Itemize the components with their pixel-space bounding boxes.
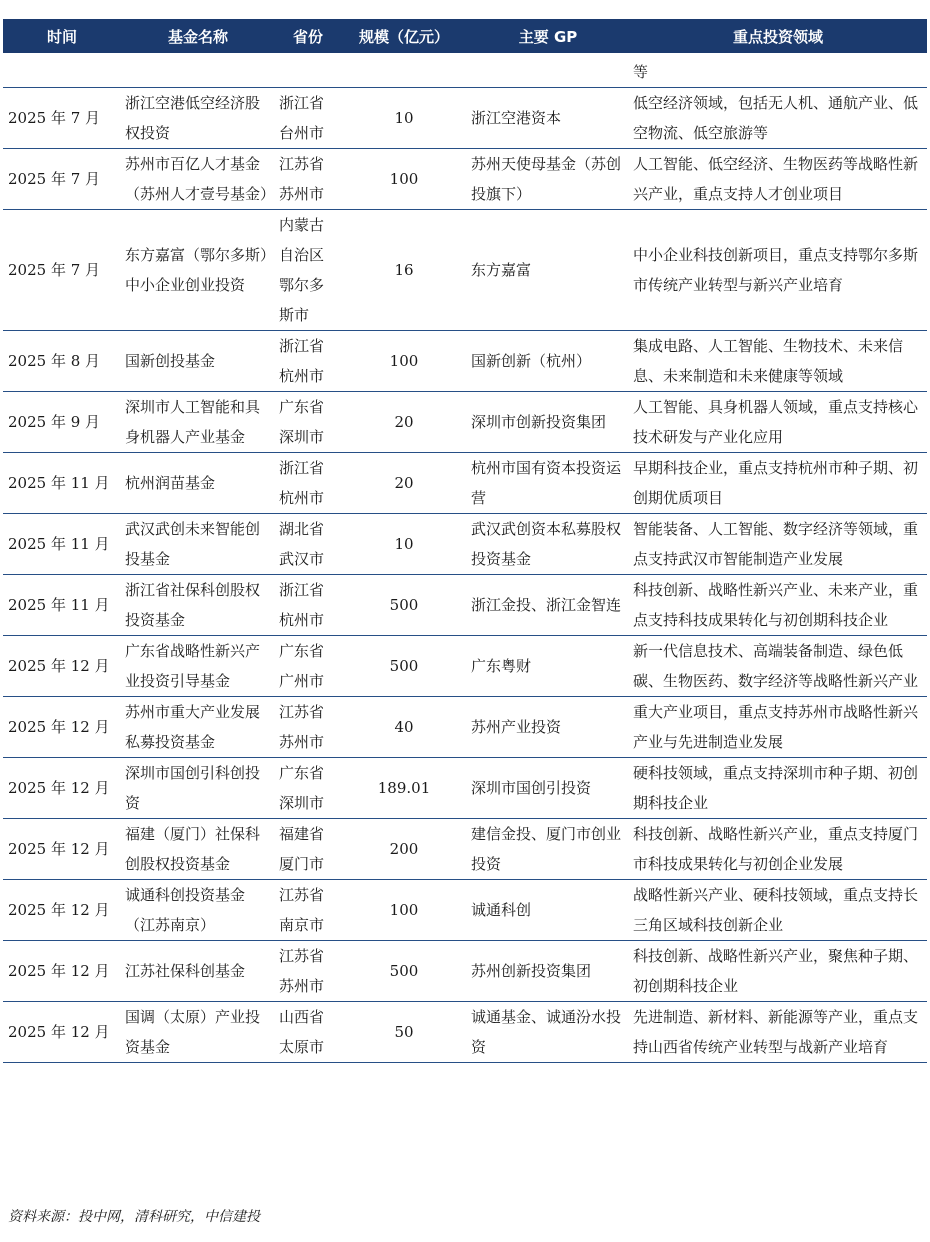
cell-scale: 20 — [341, 392, 467, 453]
cell-fund-name: 杭州润苗基金 — [121, 453, 275, 514]
cell-field: 科技创新、战略性新兴产业，重点支持厦门市科技成果转化与初创企业发展 — [629, 819, 927, 880]
cell-field: 硬科技领域，重点支持深圳市种子期、初创期科技企业 — [629, 758, 927, 819]
cell-scale: 50 — [341, 1002, 467, 1063]
table-row — [3, 575, 927, 636]
cell-field: 人工智能、具身机器人领域，重点支持核心技术研发与产业化应用 — [629, 392, 927, 453]
cell-province: 山西省太原市 — [275, 1002, 341, 1063]
cell-scale: 10 — [341, 88, 467, 149]
cell-fund-name: 武汉武创未来智能创投基金 — [121, 514, 275, 575]
cell-field: 新一代信息技术、高端装备制造、绿色低碳、生物医药、数字经济等战略性新兴产业 — [629, 636, 927, 697]
cell-gp: 武汉武创资本私募股权投资基金 — [467, 514, 629, 575]
table-row — [3, 88, 927, 149]
cell-fund-name: 浙江空港低空经济股权投资 — [121, 88, 275, 149]
cell-scale: 500 — [341, 636, 467, 697]
table-row — [3, 1002, 927, 1063]
cell-scale: 500 — [341, 941, 467, 1002]
cell-time: 2025 年 8 月 — [3, 331, 121, 392]
cell-field: 集成电路、人工智能、生物技术、未来信息、未来制造和未来健康等领域 — [629, 331, 927, 392]
table-row — [3, 697, 927, 758]
cell-field: 低空经济领域，包括无人机、通航产业、低空物流、低空旅游等 — [629, 88, 927, 149]
cell-province: 浙江省台州市 — [275, 88, 341, 149]
cell-fund-name: 国调（太原）产业投资基金 — [121, 1002, 275, 1063]
cell-fund-name: 江苏社保科创基金 — [121, 941, 275, 1002]
header-gp: 主要 GP — [467, 19, 629, 53]
cell-gp: 苏州产业投资 — [467, 697, 629, 758]
cell-time: 2025 年 12 月 — [3, 697, 121, 758]
table-header-row — [3, 19, 927, 53]
cell-province: 浙江省杭州市 — [275, 331, 341, 392]
header-field: 重点投资领域 — [629, 19, 927, 53]
cell-scale: 100 — [341, 331, 467, 392]
cell-scale: 20 — [341, 453, 467, 514]
cell-fund-name: 广东省战略性新兴产业投资引导基金 — [121, 636, 275, 697]
cell-province: 内蒙古自治区鄂尔多斯市 — [275, 210, 341, 331]
source-note: 资料来源：投中网，清科研究，中信建投 — [8, 1209, 260, 1225]
header-time: 时间 — [3, 19, 121, 53]
cell-field: 战略性新兴产业、硬科技领域，重点支持长三角区域科技创新企业 — [629, 880, 927, 941]
cell-time: 2025 年 11 月 — [3, 453, 121, 514]
cell-province: 江苏省南京市 — [275, 880, 341, 941]
cell-scale: 500 — [341, 575, 467, 636]
cell-gp: 建信金投、厦门市创业投资 — [467, 819, 629, 880]
continuation-cell: 等 — [629, 53, 927, 88]
table-row — [3, 453, 927, 514]
cell-gp: 深圳市国创引投资 — [467, 758, 629, 819]
cell-fund-name: 东方嘉富（鄂尔多斯）中小企业创业投资 — [121, 210, 275, 331]
cell-field: 人工智能、低空经济、生物医药等战略性新兴产业，重点支持人才创业项目 — [629, 149, 927, 210]
cell-time: 2025 年 12 月 — [3, 758, 121, 819]
cell-field: 智能装备、人工智能、数字经济等领域，重点支持武汉市智能制造产业发展 — [629, 514, 927, 575]
cell-fund-name: 苏州市重大产业发展私募投资基金 — [121, 697, 275, 758]
table-row — [3, 758, 927, 819]
table-row — [3, 149, 927, 210]
cell-gp: 苏州创新投资集团 — [467, 941, 629, 1002]
cell-scale: 200 — [341, 819, 467, 880]
cell-province: 广东省深圳市 — [275, 392, 341, 453]
cell-time: 2025 年 12 月 — [3, 1002, 121, 1063]
cell-field: 早期科技企业，重点支持杭州市种子期、初创期优质项目 — [629, 453, 927, 514]
cell-fund-name: 苏州市百亿人才基金（苏州人才壹号基金） — [121, 149, 275, 210]
table-row — [3, 880, 927, 941]
cell-gp: 深圳市创新投资集团 — [467, 392, 629, 453]
cell-gp: 国新创新（杭州） — [467, 331, 629, 392]
table-row — [3, 331, 927, 392]
table-row — [3, 819, 927, 880]
cell-gp: 苏州天使母基金（苏创投旗下） — [467, 149, 629, 210]
cell-province: 浙江省杭州市 — [275, 575, 341, 636]
cell-province: 福建省厦门市 — [275, 819, 341, 880]
cell-scale: 16 — [341, 210, 467, 331]
cell-time: 2025 年 12 月 — [3, 636, 121, 697]
fund-table — [3, 19, 927, 1063]
cell-time: 2025 年 11 月 — [3, 514, 121, 575]
cell-gp: 东方嘉富 — [467, 210, 629, 331]
cell-scale: 100 — [341, 880, 467, 941]
header-province: 省份 — [275, 19, 341, 53]
cell-province: 广东省广州市 — [275, 636, 341, 697]
cell-fund-name: 深圳市国创引科创投资 — [121, 758, 275, 819]
cell-fund-name: 福建（厦门）社保科创股权投资基金 — [121, 819, 275, 880]
cell-fund-name: 诚通科创投资基金（江苏南京） — [121, 880, 275, 941]
table-row — [3, 392, 927, 453]
cell-fund-name: 深圳市人工智能和具身机器人产业基金 — [121, 392, 275, 453]
cell-scale: 100 — [341, 149, 467, 210]
cell-gp: 广东粤财 — [467, 636, 629, 697]
table-row — [3, 514, 927, 575]
table-row — [3, 636, 927, 697]
cell-province: 湖北省武汉市 — [275, 514, 341, 575]
table-row — [3, 210, 927, 331]
cell-field: 中小企业科技创新项目，重点支持鄂尔多斯市传统产业转型与新兴产业培育 — [629, 210, 927, 331]
cell-time: 2025 年 9 月 — [3, 392, 121, 453]
cell-field: 重大产业项目，重点支持苏州市战略性新兴产业与先进制造业发展 — [629, 697, 927, 758]
cell-time: 2025 年 7 月 — [3, 210, 121, 331]
cell-gp: 浙江金投、浙江金智连 — [467, 575, 629, 636]
cell-gp: 杭州市国有资本投资运营 — [467, 453, 629, 514]
cell-gp: 浙江空港资本 — [467, 88, 629, 149]
table-row — [3, 941, 927, 1002]
cell-scale: 40 — [341, 697, 467, 758]
cell-fund-name: 浙江省社保科创股权投资基金 — [121, 575, 275, 636]
cell-gp: 诚通科创 — [467, 880, 629, 941]
cell-time: 2025 年 7 月 — [3, 149, 121, 210]
cell-province: 浙江省杭州市 — [275, 453, 341, 514]
cell-province: 广东省深圳市 — [275, 758, 341, 819]
cell-time: 2025 年 12 月 — [3, 941, 121, 1002]
cell-scale: 10 — [341, 514, 467, 575]
cell-time: 2025 年 7 月 — [3, 88, 121, 149]
cell-field: 先进制造、新材料、新能源等产业，重点支持山西省传统产业转型与战新产业培育 — [629, 1002, 927, 1063]
cell-province: 江苏省苏州市 — [275, 697, 341, 758]
header-scale: 规模（亿元） — [341, 19, 467, 53]
cell-fund-name: 国新创投基金 — [121, 331, 275, 392]
cell-time: 2025 年 12 月 — [3, 819, 121, 880]
continuation-row — [3, 53, 927, 88]
header-fund-name: 基金名称 — [121, 19, 275, 53]
cell-gp: 诚通基金、诚通汾水投资 — [467, 1002, 629, 1063]
cell-field: 科技创新、战略性新兴产业、未来产业，重点支持科技成果转化与初创期科技企业 — [629, 575, 927, 636]
cell-time: 2025 年 11 月 — [3, 575, 121, 636]
cell-province: 江苏省苏州市 — [275, 149, 341, 210]
cell-scale: 189.01 — [341, 758, 467, 819]
cell-field: 科技创新、战略性新兴产业，聚焦种子期、初创期科技企业 — [629, 941, 927, 1002]
cell-province: 江苏省苏州市 — [275, 941, 341, 1002]
cell-time: 2025 年 12 月 — [3, 880, 121, 941]
